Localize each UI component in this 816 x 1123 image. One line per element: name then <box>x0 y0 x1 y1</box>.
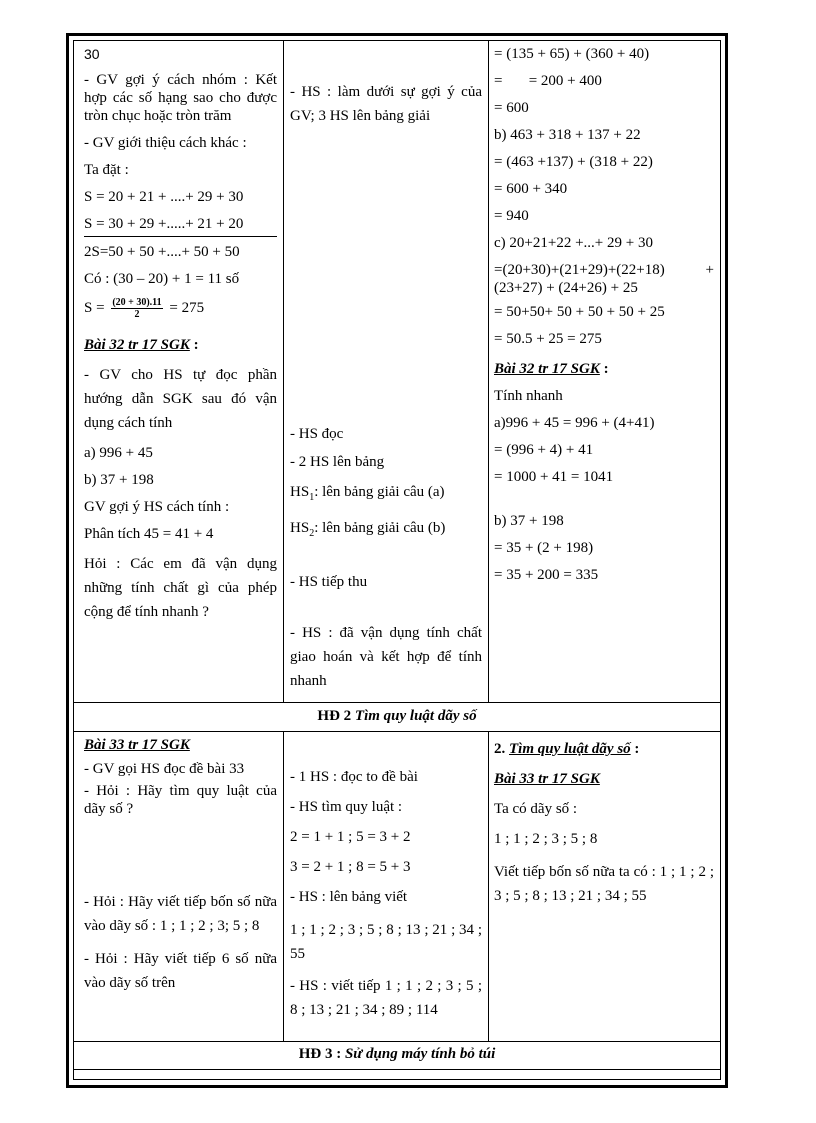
board-line: = 600 + 340 <box>494 181 568 197</box>
count-line: Có : (30 – 20) + 1 = 11 số <box>84 271 240 287</box>
hs-sub: 1 <box>309 492 315 503</box>
student-line: - HS tiếp thu <box>290 574 368 590</box>
teacher-line: Ta đặt : <box>84 162 129 178</box>
row2-teacher-column <box>84 736 277 1004</box>
hd3-title: Sử dụng máy tính bỏ túi <box>344 1046 496 1062</box>
student-line <box>290 519 482 543</box>
student-line: 3 = 2 + 1 ; 8 = 5 + 3 <box>290 859 411 875</box>
hs-sub: 2 <box>309 528 315 539</box>
student-line: 2 = 1 + 1 ; 5 = 3 + 2 <box>290 829 411 845</box>
board-exercise-heading <box>494 360 714 378</box>
exercise-heading <box>84 336 277 354</box>
board-line-value: = 200 + 400 <box>528 73 602 89</box>
teacher-line: - GV gọi HS đọc đề bài 33 <box>84 761 245 777</box>
teacher-line: b) 37 + 198 <box>84 472 154 488</box>
student-line: 1 ; 1 ; 2 ; 3 ; 5 ; 8 ; 13 ; 21 ; 34 ; 55 <box>290 922 482 962</box>
board-line: = (463 +137) + (318 + 22) <box>494 154 653 170</box>
exercise-title: Bài 32 tr 17 SGK <box>84 337 190 353</box>
teacher-line: - Hỏi : Hãy viết tiếp bốn số nữa vào dãy số : 1 ; 1 ; 2 ; 3; 5 ; 8 <box>84 894 277 934</box>
board-line: = = 200 + 400 <box>494 73 602 89</box>
hd2-prefix: HĐ 2 <box>317 708 352 724</box>
board-exercise-colon: : <box>603 361 609 377</box>
hs-label: HS <box>290 520 310 536</box>
row2-board-column <box>494 740 714 917</box>
row1-student-column-lower <box>290 425 482 702</box>
teacher-line: - Hỏi : Hãy viết tiếp 6 số nữa vào dãy số trên <box>84 951 277 991</box>
board-line: 1 ; 1 ; 2 ; 3 ; 5 ; 8 <box>494 831 598 847</box>
student-line: - HS : đã vận dụng tính chất giao hoán và kết hợp để tính nhanh <box>290 625 482 689</box>
board-line: Tính nhanh <box>494 388 563 404</box>
board-exercise-heading <box>494 770 714 788</box>
double-sum-line: 2S=50 + 50 +....+ 50 + 50 <box>84 244 240 260</box>
exercise-colon: : <box>193 337 199 353</box>
student-line: - HS : lên bảng viết <box>290 889 408 905</box>
col-divider-2 <box>488 41 489 702</box>
row-divider-hd3-top <box>74 1041 720 1042</box>
sum-line: S = 20 + 21 + ....+ 29 + 30 <box>84 189 244 205</box>
col-divider-3 <box>283 731 284 1041</box>
board-section-name: Tìm quy luật dãy số <box>509 741 631 757</box>
student-line <box>290 483 482 507</box>
row1-teacher-column <box>84 45 277 633</box>
hd2-title: Tìm quy luật dãy số <box>354 708 477 724</box>
exercise-title: Bài 33 tr 17 SGK <box>84 737 190 753</box>
board-line: = 35 + (2 + 198) <box>494 540 594 556</box>
student-line: - HS : làm dưới sự gợi ý của GV; 3 HS lên bảng giải <box>290 84 482 124</box>
teacher-line: - GV gợi ý cách nhóm : Kết hợp các số hạng sao cho được tròn chục hoặc tròn trăm <box>84 72 277 124</box>
teacher-line: 30 <box>84 46 100 62</box>
row1-student-column <box>290 80 482 137</box>
exercise-heading <box>84 736 277 754</box>
fraction-numerator: (20 + 30).11 <box>112 297 162 308</box>
board-line: c) 20+21+22 +...+ 29 + 30 <box>494 235 653 251</box>
board-line: a)996 + 45 = 996 + (4+41) <box>494 415 655 431</box>
board-line: =(20+30)+(21+29)+(22+18) + (23+27) + (24+26) + 25 <box>494 262 714 296</box>
fraction <box>111 297 162 320</box>
board-section-number: 2. <box>494 741 506 757</box>
row-divider-hd2-top <box>74 702 720 703</box>
hs-text: : lên bảng giải câu (b) <box>314 520 446 536</box>
fraction-line <box>84 297 277 320</box>
board-section-colon: : <box>634 741 640 757</box>
board-line: = 50.5 + 25 = 275 <box>494 331 602 347</box>
board-line: Ta có dãy số : <box>494 801 578 817</box>
student-line: - HS : viết tiếp 1 ; 1 ; 2 ; 3 ; 5 ; 8 ; 13 ; 21 ; 34 ; 89 ; 114 <box>290 978 482 1018</box>
board-line: = 1000 + 41 = 1041 <box>494 469 614 485</box>
teacher-line: - GV cho HS tự đọc phần hướng dẫn SGK sau đó vận dụng cách tính <box>84 367 277 431</box>
board-line: b) 37 + 198 <box>494 513 564 529</box>
fraction-denominator: 2 <box>134 309 140 320</box>
row-divider-hd2-bottom <box>74 731 720 732</box>
fraction-prefix: S = <box>84 299 105 316</box>
student-line: - HS đọc <box>290 426 344 442</box>
board-line: = 940 <box>494 208 529 224</box>
section-heading-hd2 <box>74 708 720 725</box>
teacher-line: - Hỏi : Hãy tìm quy luật của dãy số ? <box>84 783 277 817</box>
teacher-line: GV gợi ý HS cách tính : <box>84 499 230 515</box>
sum-reverse-line: S = 30 + 29 +.....+ 21 + 20 <box>84 215 277 237</box>
student-line: - 1 HS : đọc to đề bài <box>290 769 418 785</box>
hs-label: HS <box>290 484 310 500</box>
col-divider-1 <box>283 41 284 702</box>
board-line: = 35 + 200 = 335 <box>494 567 599 583</box>
board-section-title <box>494 740 714 758</box>
board-line: = 50+50+ 50 + 50 + 50 + 25 <box>494 304 665 320</box>
row1-board-column <box>494 45 714 593</box>
board-exercise-title: Bài 33 tr 17 SGK <box>494 771 600 787</box>
board-exercise-title: Bài 32 tr 17 SGK <box>494 361 600 377</box>
row2-student-column <box>290 768 482 1031</box>
teacher-line: Phân tích 45 = 41 + 4 <box>84 526 214 542</box>
student-line: - HS tìm quy luật : <box>290 799 403 815</box>
hs-text: : lên bảng giải câu (a) <box>314 484 445 500</box>
teacher-line: - GV giới thiệu cách khác : <box>84 135 247 151</box>
teacher-line: Hỏi : Các em đã vận dụng những tính chất gì của phép cộng để tính nhanh ? <box>84 556 277 620</box>
col-divider-4 <box>488 731 489 1041</box>
hd3-prefix: HĐ 3 : <box>298 1046 342 1062</box>
fraction-result: = 275 <box>169 299 205 316</box>
board-line: = 600 <box>494 100 529 116</box>
board-line: = (996 + 4) + 41 <box>494 442 594 458</box>
board-line: b) 463 + 318 + 137 + 22 <box>494 127 641 143</box>
teacher-line: a) 996 + 45 <box>84 445 153 461</box>
section-heading-hd3 <box>74 1046 720 1063</box>
board-line: Viết tiếp bốn số nữa ta có : 1 ; 1 ; 2 ; 3 ; 5 ; 8 ; 13 ; 21 ; 34 ; 55 <box>494 864 714 904</box>
row-divider-hd3-bottom <box>74 1069 720 1070</box>
board-line: = (135 + 65) + (360 + 40) <box>494 46 650 62</box>
student-line: - 2 HS lên bảng <box>290 454 385 470</box>
